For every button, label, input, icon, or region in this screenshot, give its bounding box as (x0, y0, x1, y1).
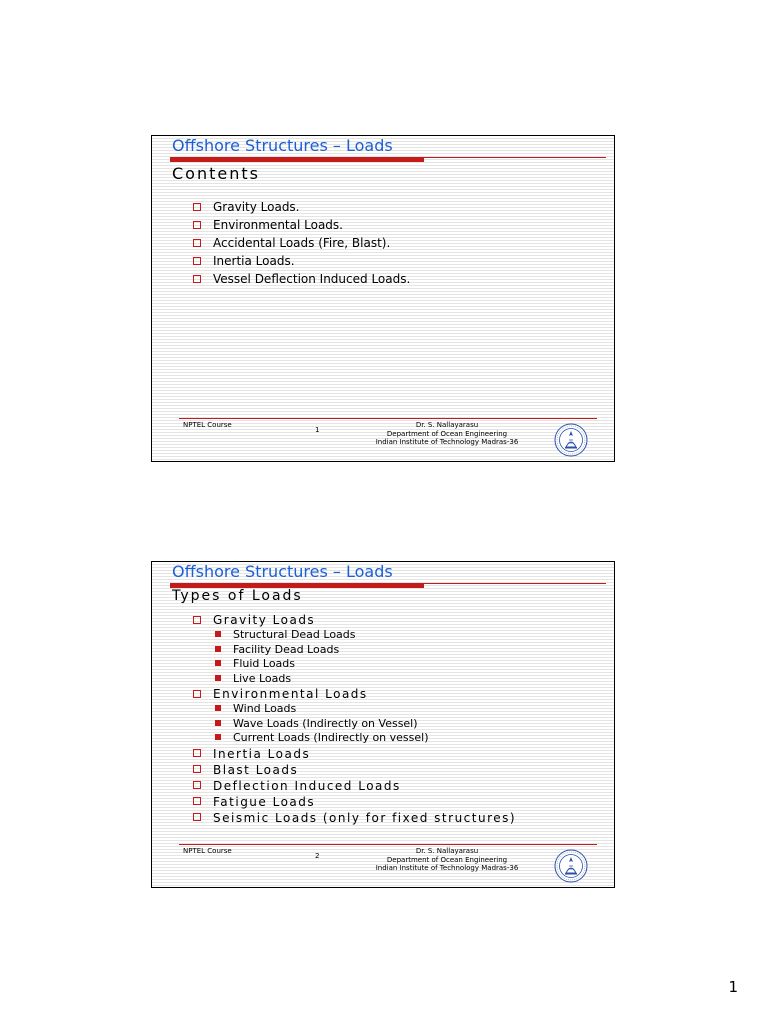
filled-square-icon (215, 660, 221, 666)
sub-list-item: Facility Dead Loads (193, 643, 516, 658)
footer-course: NPTEL Course (183, 421, 232, 429)
footer-department: Department of Ocean Engineering (386, 429, 508, 438)
list-item: Gravity Loads (193, 612, 516, 628)
footer-credits (362, 847, 532, 873)
hollow-square-icon (193, 797, 201, 805)
footer-page-number: 2 (315, 852, 320, 860)
footer-department: Department of Ocean Engineering (386, 855, 508, 864)
sub-list-item: Live Loads (193, 672, 516, 687)
filled-square-icon (215, 631, 221, 637)
hollow-square-icon (193, 239, 201, 247)
hollow-square-icon (193, 275, 201, 283)
slide-heading: Types of Loads (172, 588, 303, 604)
contents-list (193, 198, 410, 288)
slide-title: Offshore Structures – Loads (172, 562, 393, 581)
sub-list-item: Wave Loads (Indirectly on Vessel) (193, 717, 516, 732)
sub-list-item: Structural Dead Loads (193, 628, 516, 643)
list-item: Gravity Loads. (193, 198, 410, 216)
footer-author: Dr. S. Nallayarasu (415, 421, 479, 429)
title-underline-bar (170, 157, 424, 162)
title-underline-rule (424, 157, 606, 158)
iit-madras-seal-icon (554, 849, 588, 883)
list-item: Blast Loads (193, 762, 516, 778)
filled-square-icon (215, 720, 221, 726)
hollow-square-icon (193, 749, 201, 757)
iit-madras-seal-icon (554, 423, 588, 457)
filled-square-icon (215, 675, 221, 681)
page-number: 1 (728, 978, 738, 996)
slide-1 (151, 135, 615, 462)
sub-list-item: Current Loads (Indirectly on vessel) (193, 731, 516, 746)
footer-institute: Indian Institute of Technology Madras-36 (375, 438, 519, 446)
footer-credits (362, 421, 532, 447)
footer-rule (179, 418, 597, 419)
list-item: Inertia Loads (193, 746, 516, 762)
footer-institute: Indian Institute of Technology Madras-36 (375, 864, 519, 872)
hollow-square-icon (193, 781, 201, 789)
footer-page-number: 1 (315, 426, 320, 434)
list-item: Deflection Induced Loads (193, 778, 516, 794)
slide-title: Offshore Structures – Loads (172, 136, 393, 155)
hollow-square-icon (193, 616, 201, 624)
hollow-square-icon (193, 813, 201, 821)
filled-square-icon (215, 705, 221, 711)
slide-2 (151, 561, 615, 888)
sub-list-item: Fluid Loads (193, 657, 516, 672)
list-item: Accidental Loads (Fire, Blast). (193, 234, 410, 252)
footer-author: Dr. S. Nallayarasu (415, 847, 479, 855)
title-underline-rule (424, 583, 606, 584)
filled-square-icon (215, 734, 221, 740)
hollow-square-icon (193, 203, 201, 211)
hollow-square-icon (193, 765, 201, 773)
list-item: Seismic Loads (only for fixed structures) (193, 810, 516, 826)
list-item: Vessel Deflection Induced Loads. (193, 270, 410, 288)
hollow-square-icon (193, 257, 201, 265)
slide-heading: Contents (172, 164, 260, 183)
hollow-square-icon (193, 690, 201, 698)
list-item: Fatigue Loads (193, 794, 516, 810)
hollow-square-icon (193, 221, 201, 229)
footer-rule (179, 844, 597, 845)
list-item: Inertia Loads. (193, 252, 410, 270)
list-item: Environmental Loads (193, 686, 516, 702)
filled-square-icon (215, 646, 221, 652)
load-types-list (193, 612, 516, 826)
sub-list-item: Wind Loads (193, 702, 516, 717)
footer-course: NPTEL Course (183, 847, 232, 855)
list-item: Environmental Loads. (193, 216, 410, 234)
